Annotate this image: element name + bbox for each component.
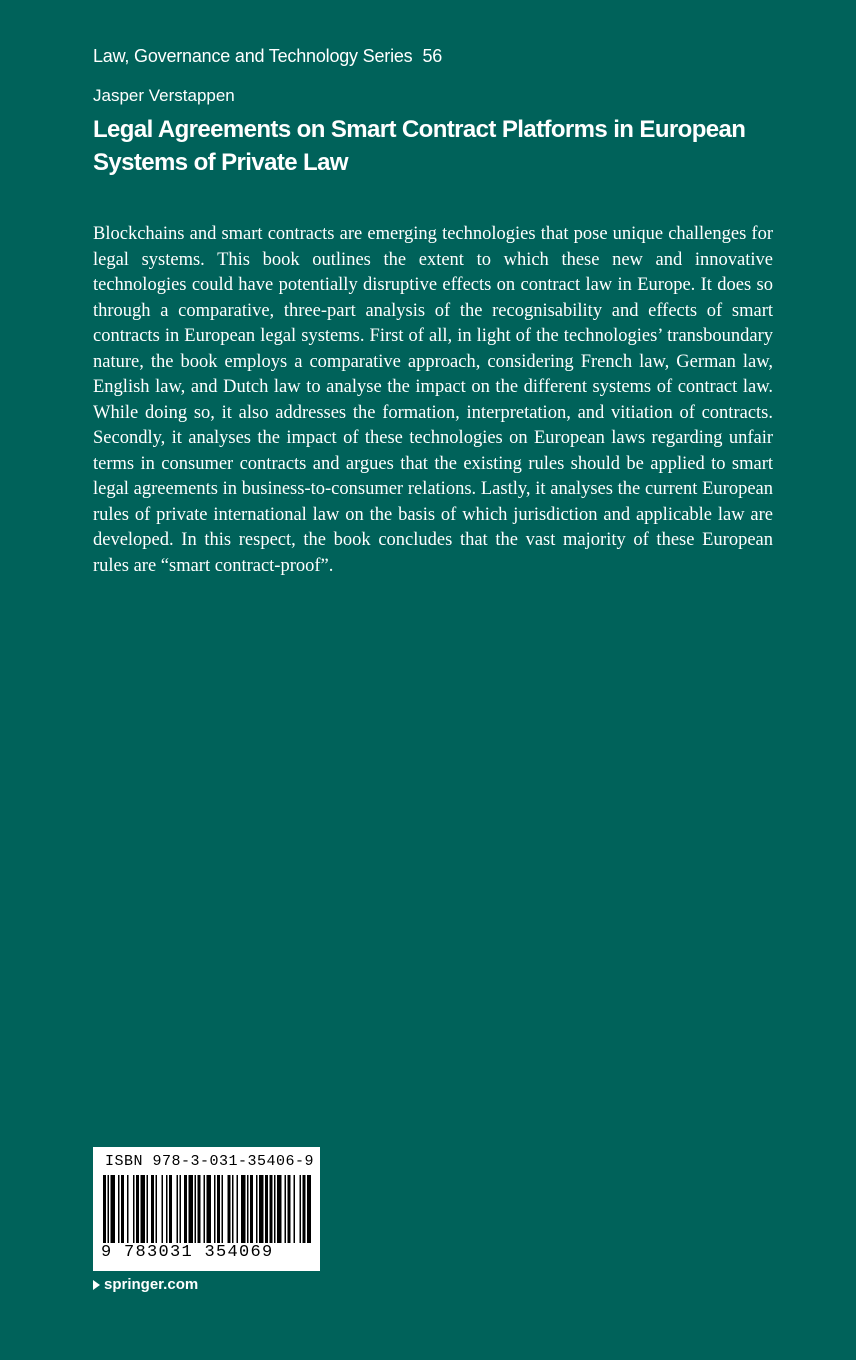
- series-name: Law, Governance and Technology Series: [93, 46, 413, 66]
- publisher-website: springer.com: [104, 1276, 199, 1293]
- barcode-digits: 9 783031 354069: [101, 1243, 274, 1262]
- book-title: Legal Agreements on Smart Contract Platforms in European Systems of Private Law: [93, 116, 746, 176]
- arrow-right-icon: [93, 1280, 100, 1290]
- isbn-label: ISBN 978-3-031-35406-9: [105, 1153, 315, 1170]
- author-name: Jasper Verstappen: [93, 86, 235, 105]
- barcode-bars: [103, 1175, 311, 1243]
- series-line: [93, 46, 442, 67]
- isbn-barcode: [93, 1147, 320, 1271]
- publisher-link[interactable]: [93, 1276, 198, 1293]
- book-description: Blockchains and smart contracts are emerging technologies that pose unique challenges for legal systems. This book outlines the extent to which these new and innovative technologies could have potentially disruptive effects on contract law in Europe. It does so through a comparative, three-part analysis of the recognisability and effects of smart contracts in European legal systems. First of all, in light of the technologies’ transboundary nature, the book employs a comparative approach, considering French law, German law, English law, and Dutch law to analyse the impact on the different systems of contract law. While doing so, it also addresses the formation, interpretation, and vitiation of contracts. Secondly, it analyses the impact of these technologies on European laws regarding unfair terms in consumer contracts and argues that the existing rules should be applied to smart legal agreements in business-to-consumer relations. Lastly, it analyses the current European rules of private international law on the basis of which jurisdiction and applicable law are developed. In this respect, the book concludes that the vast majority of these European rules are “smart contract-proof”.: [93, 224, 773, 576]
- series-volume: 56: [422, 46, 443, 66]
